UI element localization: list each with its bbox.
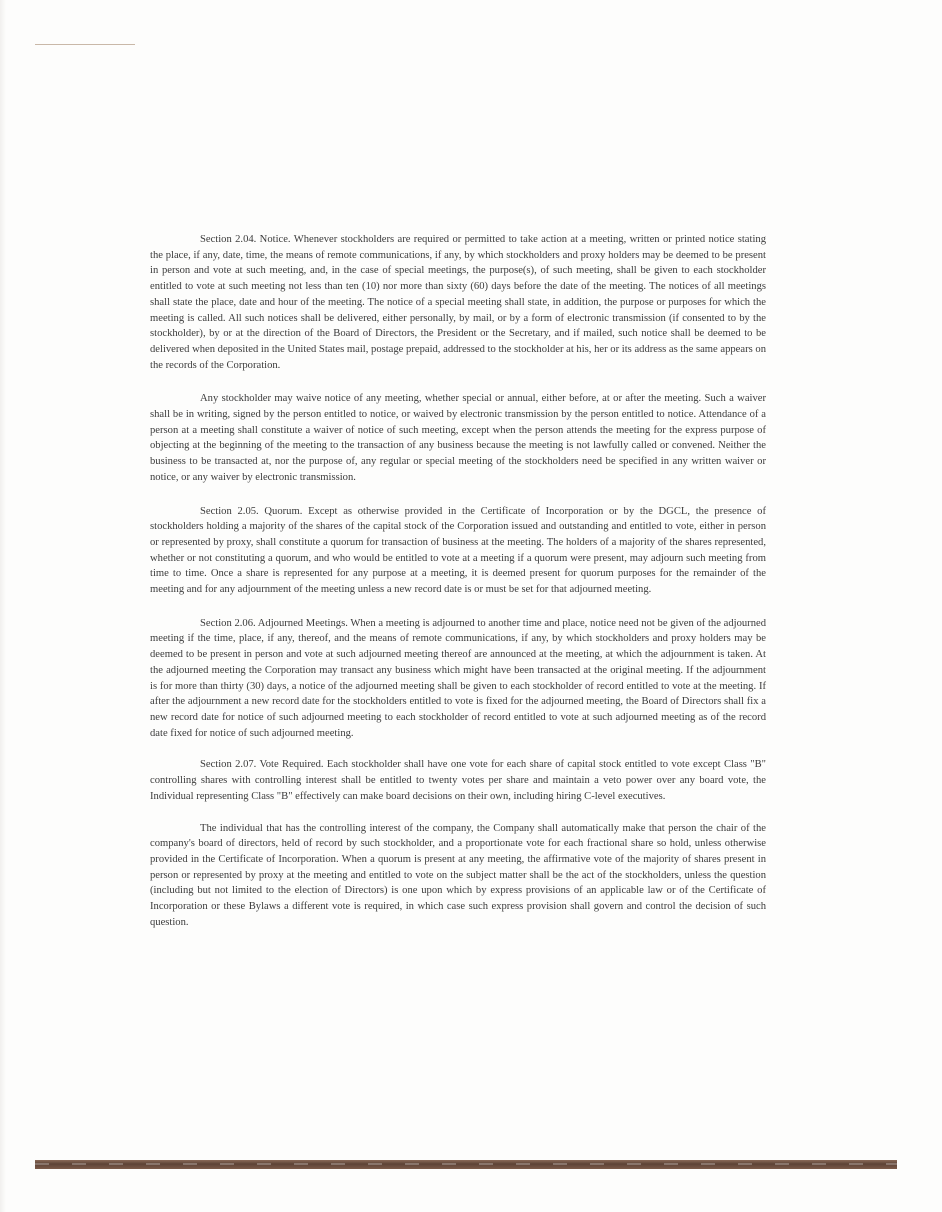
paragraph-section-2-05: Section 2.05. Quorum. Except as otherwise provided in the Certificate of Incorporation or by the DGCL, the presence of stockholders holding a majority of the shares of the capital stock of the Corporation issued and outstanding and entitled to vote, either in person or represented by proxy, shall constitute a quorum for transaction of business at the meeting. The holders of a majority of the shares represented, whether or not constituting a quorum, and who would be entitled to vote at a meeting if a quorum were present, may adjourn such meeting from time to time. Once a share is represented for any purpose at a meeting, it is deemed present for quorum purposes for the remainder of the meeting and for any adjournment of the meeting unless a new record date is or must be set for that adjourned meeting.: [150, 505, 766, 596]
paragraph-section-2-04: Section 2.04. Notice. Whenever stockholders are required or permitted to take action at a meeting, written or printed notice stating the place, if any, date, time, the means of remote communications, if any, by which stockholders and proxy holders may be deemed to be present in person and vote at such meeting, and, in the case of special meetings, the purpose(s), of such meeting, shall be given to each stockholder entitled to vote at such meeting not less than ten (10) nor more than sixty (60) days before the date of the meeting. The notices of all meetings shall state the place, date and hour of the meeting. The notice of a special meeting shall state, in addition, the purpose or purposes for which the meeting is called. All such notices shall be delivered, either personally, by mail, or by a form of electronic transmission (if consented to by the stockholder), by or at the direction of the Board of Directors, the President or the Secretary, and if mailed, such notice shall be deemed to be delivered when deposited in the United States mail, postage prepaid, addressed to the stockholder at his, her or its address as the same appears on the records of the Corporation.: [150, 234, 766, 371]
scan-mark: [35, 44, 135, 45]
scan-edge-shadow: [0, 0, 6, 1212]
scan-bottom-edge: [35, 1160, 897, 1169]
paragraph-section-2-06: Section 2.06. Adjourned Meetings. When a meeting is adjourned to another time and place, notice need not be given of the adjourned meeting if the time, place, if any, thereof, and the means of remote communications, if any, by which stockholders and proxy holders may be deemed to be present in person and vote at such adjourned meeting thereof are announced at the meeting, at which the adjournment is taken. At the adjourned meeting the Corporation may transact any business which might have been transacted at the original meeting. If the adjournment is for more than thirty (30) days, a notice of the adjourned meeting shall be given to each stockholder of record entitled to vote at the meeting. If after the adjournment a new record date for the stockholders entitled to vote is fixed for the adjourned meeting, the Board of Directors shall fix a new record date for notice of such adjourned meeting to each stockholder of record entitled to vote at such adjourned meeting as of the record date fixed for notice of such adjourned meeting.: [150, 617, 766, 739]
paragraph-controlling-interest: The individual that has the controlling interest of the company, the Company shall automatically make that person the chair of the company's board of directors, held of record by such stockholder, and a proportionate vote for each fractional share so hold, unless otherwise provided in the Certificate of Incorporation. When a quorum is present at any meeting, the affirmative vote of the majority of shares present in person or represented by proxy at the meeting and entitled to vote on the subject matter shall be the act of the stockholders, unless the question (including but not limited to the election of Directors) is one upon which by express provisions of an applicable law or of the Certificate of Incorporation or these Bylaws a different vote is required, in which case such express provision shall govern and control the decision of such question.: [150, 822, 766, 928]
document-body: [150, 232, 766, 930]
paragraph-section-2-07: Section 2.07. Vote Required. Each stockholder shall have one vote for each share of capital stock entitled to vote except Class "B" controlling shares with controlling interest shall be entitled to twenty votes per share and maintain a veto power over any board vote, the Individual representing Class "B" effectively can make board decisions on their own, including hiring C-level executives.: [150, 759, 766, 802]
paragraph-waiver: Any stockholder may waive notice of any meeting, whether special or annual, either before, at or after the meeting. Such a waiver shall be in writing, signed by the person entitled to notice, or waived by electronic transmission by the person entitled to notice. Attendance of a person at a meeting shall constitute a waiver of notice of such meeting, except when the person attends the meeting for the express purpose of objecting at the beginning of the meeting to the transaction of any business because the meeting is not lawfully called or convened. Neither the business to be transacted at, nor the purpose of, any regular or special meeting of the stockholders need be specified in any written waiver or notice, or any waiver by electronic transmission.: [150, 393, 766, 483]
